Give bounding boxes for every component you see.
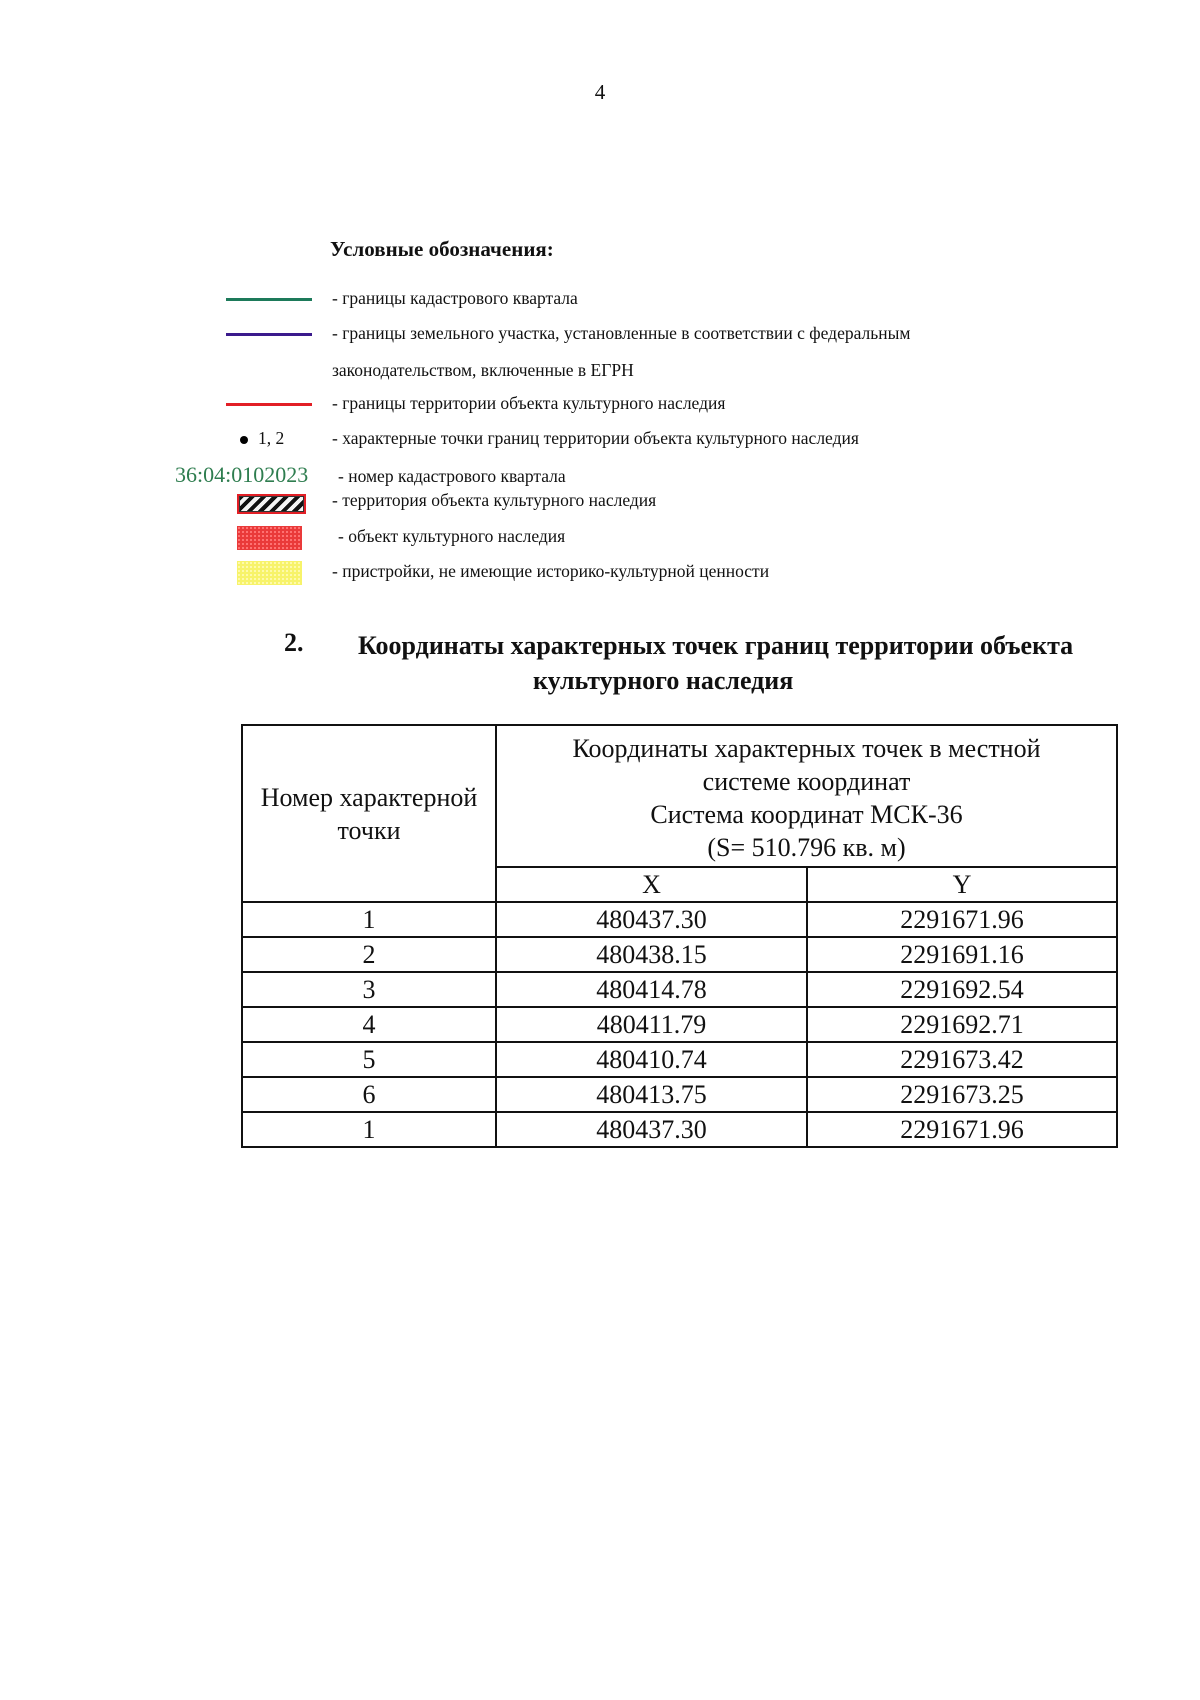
legend-text: - границы кадастрового квартала bbox=[332, 288, 578, 308]
cell-y: 2291673.25 bbox=[807, 1077, 1117, 1112]
cell-x: 480411.79 bbox=[496, 1007, 807, 1042]
legend-text: - границы земельного участка, установленные в соответствии с федеральным bbox=[332, 323, 911, 343]
table-body bbox=[242, 902, 1117, 1147]
cell-x: 480410.74 bbox=[496, 1042, 807, 1077]
legend-text: - объект культурного наследия bbox=[338, 526, 566, 546]
header-y: Y bbox=[807, 867, 1117, 902]
legend-text: - границы территории объекта культурного наследия bbox=[332, 393, 726, 413]
table-header-row bbox=[242, 725, 1117, 867]
red-fill-swatch bbox=[237, 526, 302, 550]
page-number: 4 bbox=[594, 80, 606, 104]
cell-x: 480414.78 bbox=[496, 972, 807, 1007]
cell-point: 5 bbox=[242, 1042, 496, 1077]
cell-y: 2291673.42 bbox=[807, 1042, 1117, 1077]
red-line-symbol bbox=[226, 403, 312, 406]
cell-point: 2 bbox=[242, 937, 496, 972]
coordinates-table bbox=[241, 724, 1118, 1148]
section-title-line-1: Координаты характерных точек границ территории объекта bbox=[358, 631, 1074, 660]
cadastral-quarter-number: 36:04:0102023 bbox=[175, 462, 309, 487]
legend-text-continued: законодательством, включенные в ЕГРН bbox=[332, 360, 634, 380]
table-row bbox=[242, 937, 1117, 972]
cell-x: 480437.30 bbox=[496, 902, 807, 937]
green-line-symbol bbox=[226, 298, 312, 301]
header-coordinates-line: Координаты характерных точек в местной bbox=[572, 734, 1041, 763]
cell-x: 480413.75 bbox=[496, 1077, 807, 1112]
cell-point: 6 bbox=[242, 1077, 496, 1112]
table-row bbox=[242, 1077, 1117, 1112]
section-title-line-2: культурного наследия bbox=[533, 666, 794, 695]
legend-title: Условные обозначения: bbox=[330, 237, 554, 261]
point-label: 1, 2 bbox=[258, 428, 285, 448]
cell-y: 2291692.71 bbox=[807, 1007, 1117, 1042]
cell-point: 3 bbox=[242, 972, 496, 1007]
cell-point: 4 bbox=[242, 1007, 496, 1042]
cell-point: 1 bbox=[242, 1112, 496, 1147]
point-dot-icon bbox=[240, 436, 248, 444]
header-coordinates-line: Система координат МСК-36 bbox=[650, 800, 963, 829]
legend-text: - пристройки, не имеющие историко-культурной ценности bbox=[332, 561, 770, 581]
cell-x: 480438.15 bbox=[496, 937, 807, 972]
cell-y: 2291671.96 bbox=[807, 902, 1117, 937]
table-row bbox=[242, 902, 1117, 937]
yellow-fill-swatch bbox=[237, 561, 302, 585]
header-coordinates-line: системе координат bbox=[702, 767, 911, 796]
table-row bbox=[242, 1007, 1117, 1042]
header-point-number: Номер характерной точки bbox=[242, 725, 496, 902]
table-row bbox=[242, 1042, 1117, 1077]
legend-text: - номер кадастрового квартала bbox=[338, 466, 566, 486]
cell-point: 1 bbox=[242, 902, 496, 937]
cell-y: 2291671.96 bbox=[807, 1112, 1117, 1147]
cell-x: 480437.30 bbox=[496, 1112, 807, 1147]
hatched-territory-swatch bbox=[237, 494, 306, 514]
header-coordinates bbox=[496, 725, 1117, 867]
section-number: 2. bbox=[284, 628, 304, 657]
header-x: X bbox=[496, 867, 807, 902]
header-coordinates-line: (S= 510.796 кв. м) bbox=[707, 833, 906, 862]
legend-text: - территория объекта культурного наследия bbox=[332, 490, 657, 510]
purple-line-symbol bbox=[226, 333, 312, 336]
cell-y: 2291692.54 bbox=[807, 972, 1117, 1007]
cell-y: 2291691.16 bbox=[807, 937, 1117, 972]
section-title bbox=[358, 628, 1178, 698]
table-row bbox=[242, 1112, 1117, 1147]
table-row bbox=[242, 972, 1117, 1007]
legend-text: - характерные точки границ территории объекта культурного наследия bbox=[332, 428, 859, 448]
